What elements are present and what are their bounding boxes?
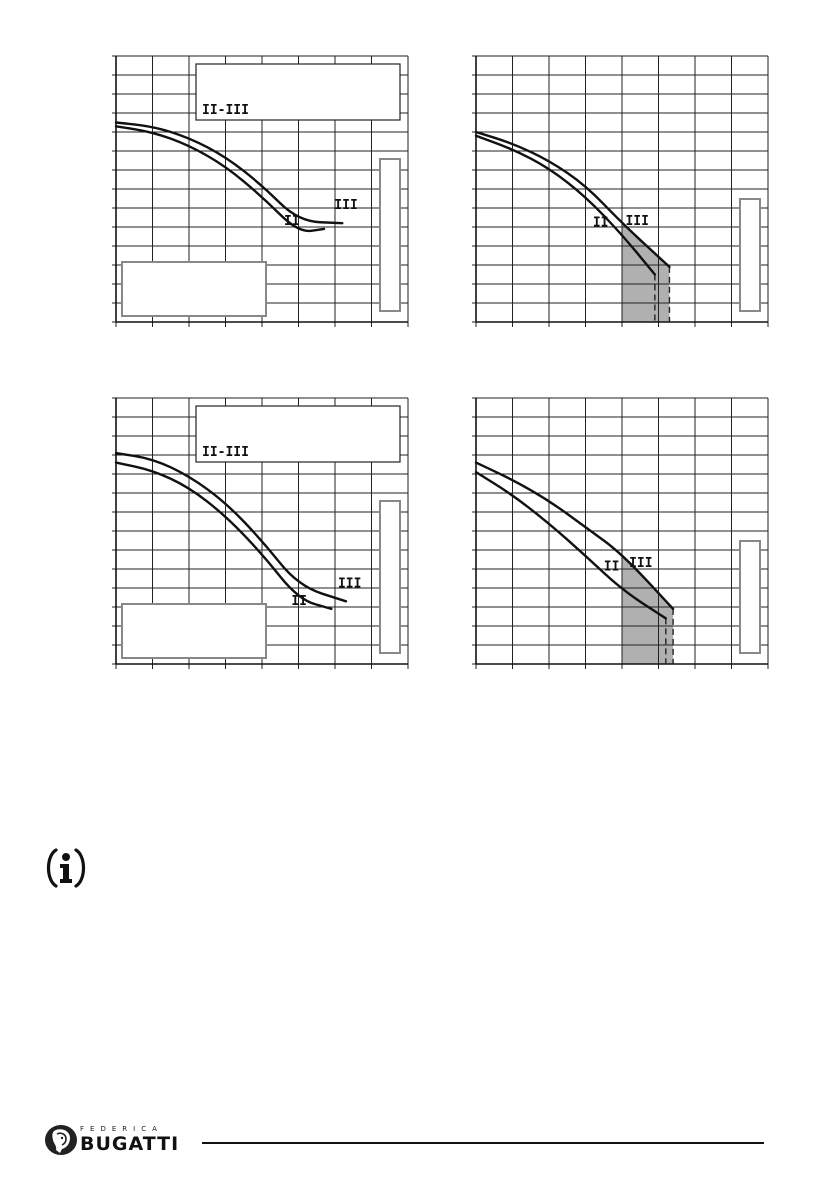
curve-label-iii: III — [629, 555, 653, 571]
chart-top-right — [460, 40, 780, 340]
info-box — [122, 262, 266, 316]
legend-text: II-III — [202, 445, 249, 460]
info-box — [122, 604, 266, 658]
info-icon — [44, 846, 88, 890]
brand-name: BUGATTI — [80, 1133, 180, 1155]
curve-label-iii: III — [625, 213, 649, 229]
chart-svg — [100, 382, 420, 682]
shaded-area — [622, 223, 669, 322]
curve-label-ii: II — [603, 559, 620, 575]
head-logo-icon — [44, 1124, 78, 1156]
side-box — [740, 199, 760, 311]
curve-label-iii: III — [334, 198, 358, 214]
footer — [44, 1120, 774, 1160]
brand-tagline: FEDERICA — [80, 1125, 163, 1133]
curve-label-ii: II — [291, 593, 308, 609]
chart-svg — [460, 382, 780, 682]
side-box — [740, 541, 760, 653]
curve-label-iii: III — [337, 576, 362, 592]
chart-top-left — [100, 40, 420, 340]
series-line-iii — [116, 453, 346, 601]
curve-label-ii: II — [592, 215, 609, 231]
chart-svg — [460, 40, 780, 340]
series-line-ii — [116, 463, 331, 609]
chart-bottom-right — [460, 382, 780, 682]
chart-bottom-left — [100, 382, 420, 682]
legend-text: II-III — [202, 103, 249, 118]
curve-label-ii: II — [284, 213, 300, 229]
chart-svg — [100, 40, 420, 340]
side-box — [380, 501, 400, 653]
side-box — [380, 159, 400, 311]
footer-rule — [202, 1142, 764, 1144]
